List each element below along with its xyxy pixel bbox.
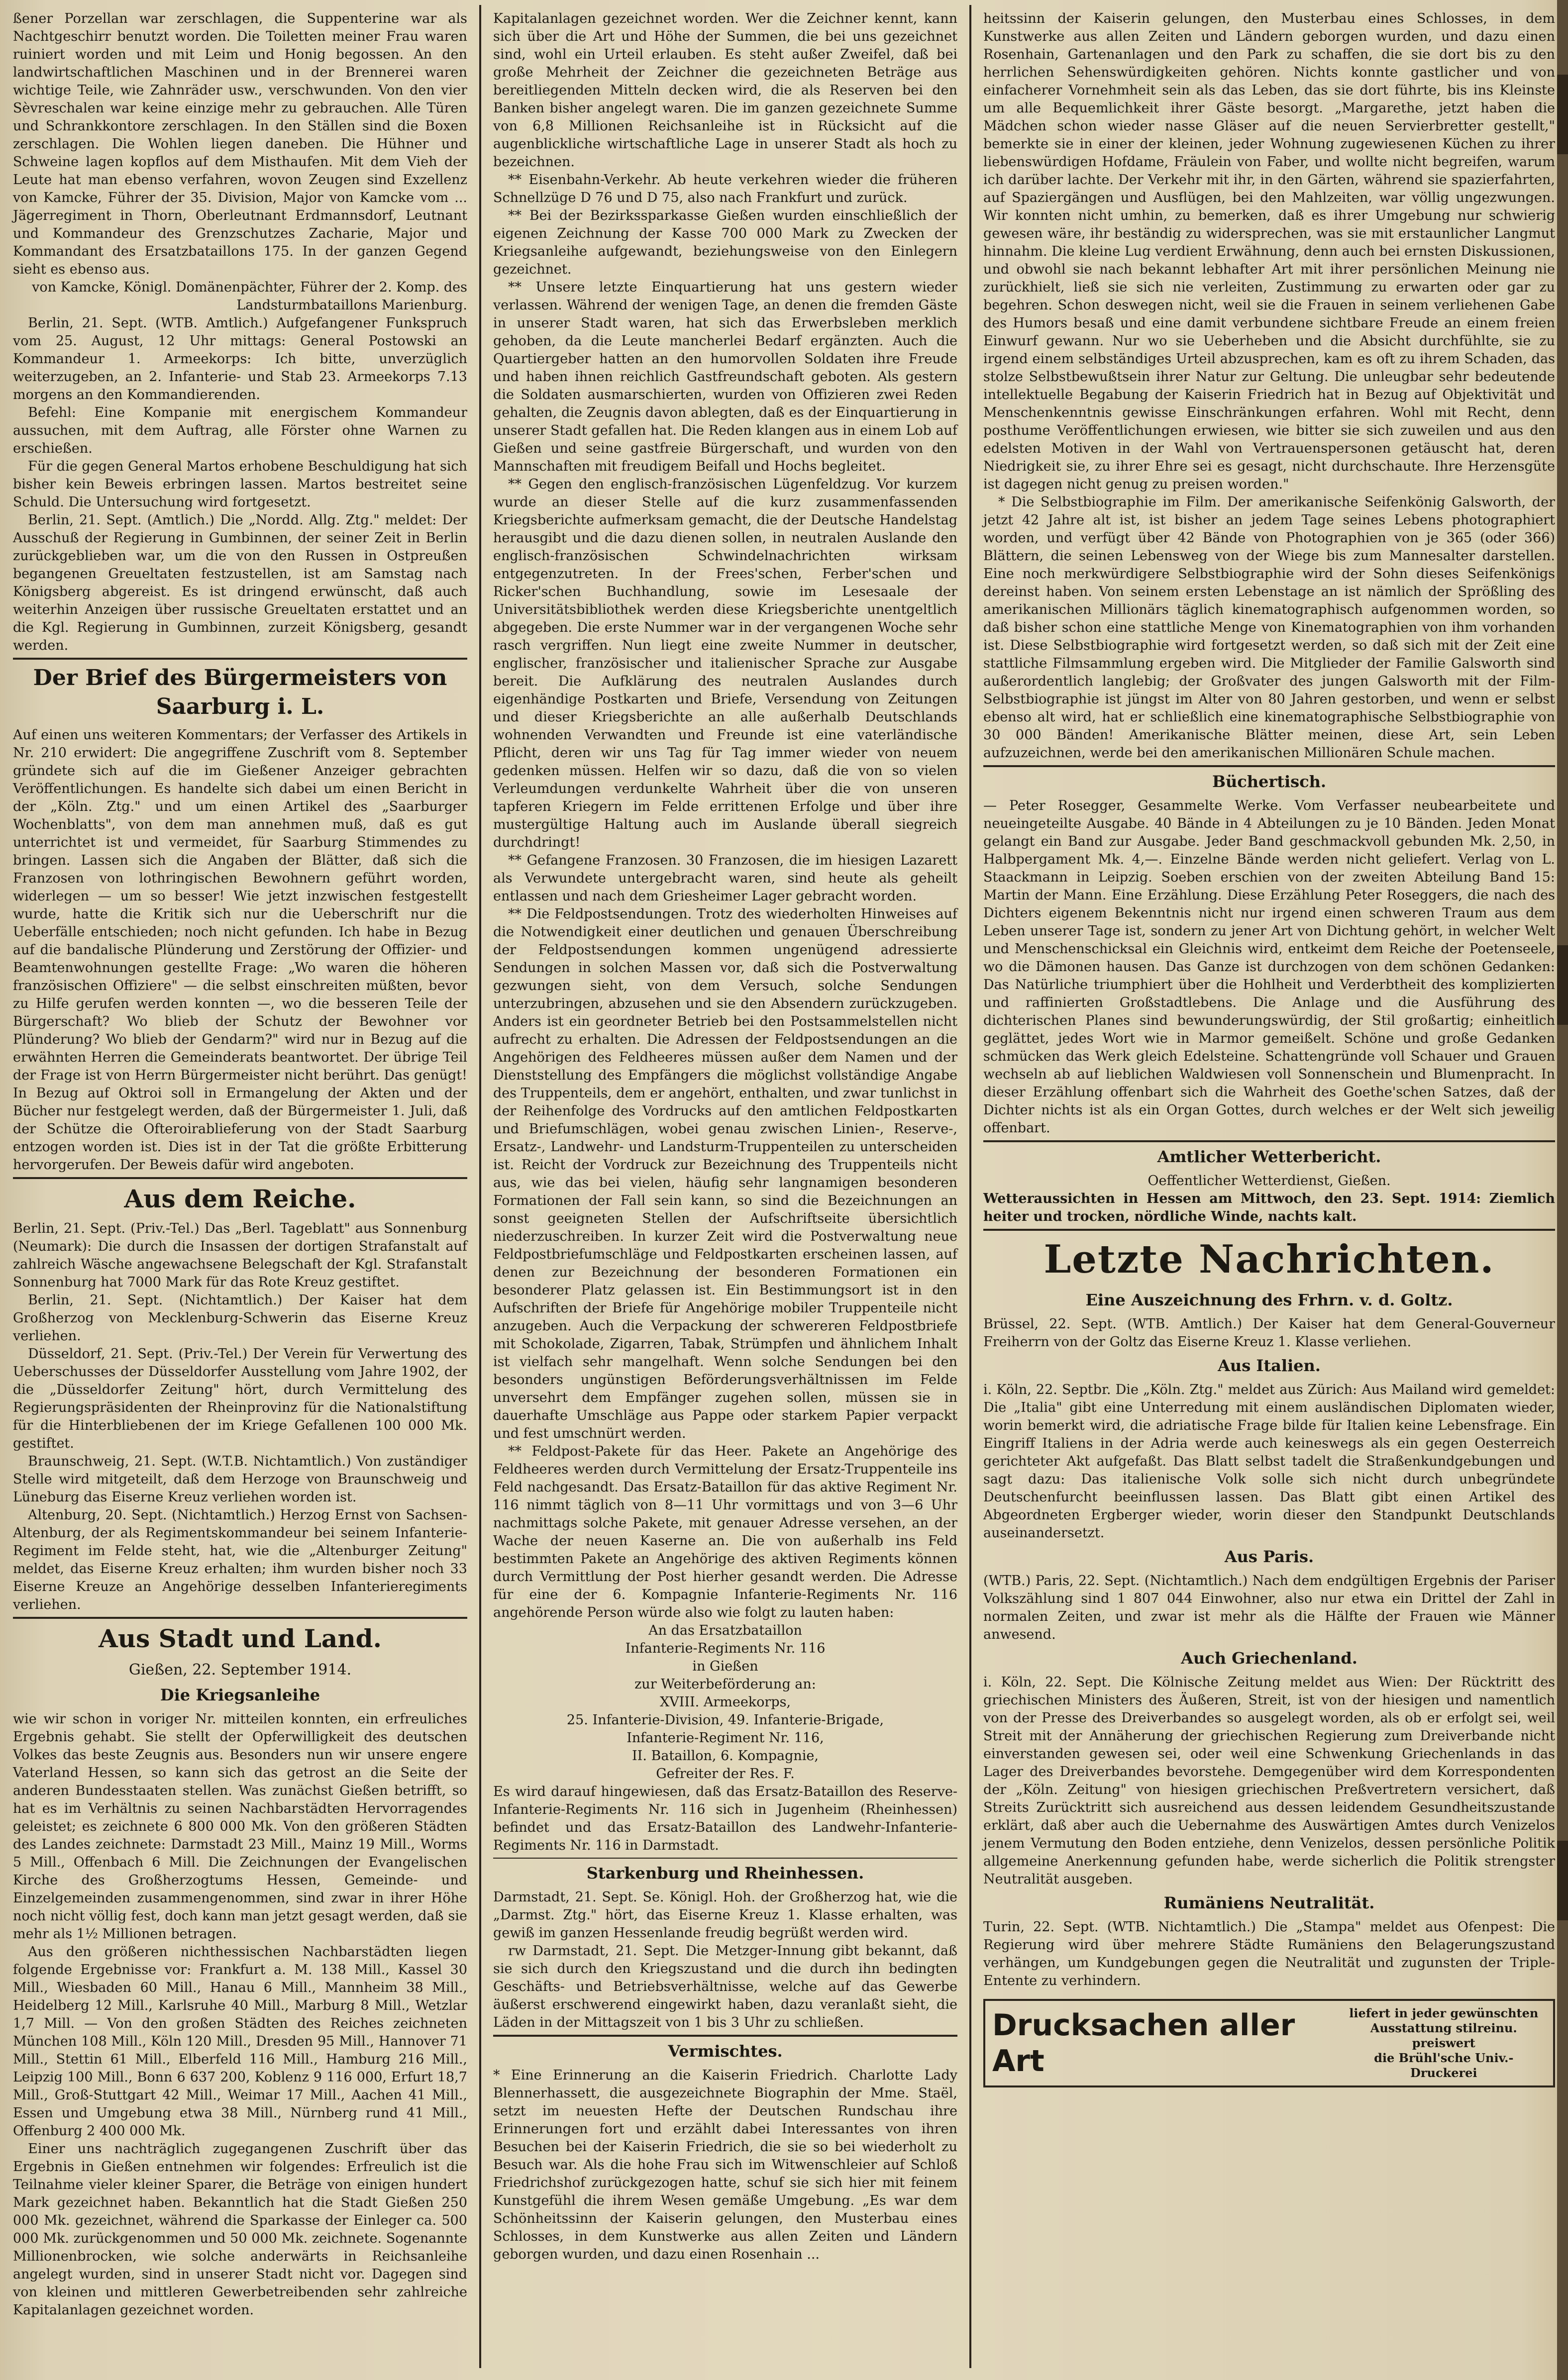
article-text: Oeffentlicher Wetterdienst, Gießen. <box>1148 1173 1391 1189</box>
address-line: An das Ersatzbataillon <box>648 1623 802 1638</box>
address-line: XVIII. Armeekorps, <box>659 1694 791 1710</box>
article-text: ** Gegen den englisch-französischen Lügenfeldzug. Vor kurzem wurde an dieser Stelle auf die kurz zusammenfassenden Kriegsberichte aufmerksam gemacht, die der Deutsche Handelstag herausgibt und die dazu dienen sollen, in neutralen Auslande den englisch-französischen Schwindelnachrichten wirksam entgegenzutreten. In der Frees'schen, Ferber'schen und Ricker'schen Buchhandlung, sowie im Lesesaale der Universitätsbibliothek werden diese Kriegsberichte unentgeltlich abgegeben. Die erste Nummer war in der vergangenen Woche sehr rasch vergriffen. Nun liegt eine zweite Nummer in deutscher, englischer, französischer und italienischer Sprache zur Ausgabe bereit. Die Aufklärung des neutralen Auslandes durch eigenhändige Postkarten und Briefe, Versendung von Zeitungen und dieser Kriegsberichte an alle außerhalb Deutschlands wohnenden Verwandten und Freunde ist eine vaterländische Pflicht, deren wir uns Tag für Tag immer wieder von neuem gedenken müssen. Helfen wir so dazu, daß die von so vielen Verleumdungen verdunkelte Wahrheit über die von unseren tapferen Kriegern im Felde errittenen Erfolge und über ihre mustergültige Haltung auch im Auslande überall siegreich durchdringt! <box>493 477 957 850</box>
article-text: Braunschweig, 21. Sept. (W.T.B. Nichtamtlich.) Von zuständiger Stelle wird mitgeteilt, daß dem Herzoge von Braunschweig und Lüneburg das Eiserne Kreuz verliehen worden ist. <box>13 1454 467 1505</box>
article-text: Befehl: Eine Kompanie mit energischem Kommandeur aussuchen, mit dem Auftrag, alle Förster ohne Warnen zu erschießen. <box>13 405 467 456</box>
article-text: Berlin, 21. Sept. (WTB. Amtlich.) Aufgefangener Funkspruch vom 25. August, 12 Uhr mittags: General Postowski an Kommandeur 1. Armeekorps: Ich bitte, unverzüglich weiterzugeben, an 2. Infanterie- und Stab 23. Armeekorps 7.13 morgens an den Kommandierenden. <box>13 315 467 402</box>
address-line: zur Weiterbeförderung an: <box>634 1677 816 1692</box>
section-heading: Der Brief des Bürgermeisters von Saarburg i. L. <box>33 665 447 719</box>
article-text: Turin, 22. Sept. (WTB. Nichtamtlich.) Die „Stampa" meldet aus Ofenpest: Die Regierung wird über mehrere Städte Rumäniens den Belagerungszustand verhängen, um Kundgebungen gegen die Neutralität und zugunsten der Triple-Entente zu verhindern. <box>983 1919 1555 1988</box>
section-heading: Starkenburg und Rheinhessen. <box>586 1864 864 1883</box>
article-text: Es wird darauf hingewiesen, daß das Ersatz-Bataillon des Reserve-Infanterie-Regiments Nr. 116 sich in Jugenheim (Rheinhessen) befindet und das Ersatz-Bataillon des Landwehr-Infanterie-Regiments Nr. 116 in Darmstadt. <box>493 1784 957 1853</box>
binding-tab <box>1557 75 1568 154</box>
section-heading: Vermischtes. <box>668 2042 783 2061</box>
article-text: * Die Selbstbiographie im Film. Der amerikanische Seifenkönig Galsworth, der jetzt 42 Jahre alt ist, ist bisher an jedem Tage seines Lebens photographiert worden, und verfügt über 42 Bände von Photographien von je 365 (oder 366) Blättern, die seinen Lebensweg von der Wiege bis zum Mannesalter darstellen. Eine noch merkwürdigere Selbstbiographie wird der Sohn dieses Seifenkönigs dereinst haben. Von seinem ersten Lebenstage an ist nämlich der Sprößling des amerikanischen Millionärs täglich kinematographisch aufgenommen worden, so daß bisher schon eine stattliche Menge von Kinematographien von ihm vorhanden ist. Diese Selbstbiographie wird fortgesetzt werden, so daß sich mit der Zeit eine stattliche Filmsammlung ergeben wird. Die Mitglieder der Familie Galsworth sind außerordentlich langlebig; der Großvater des jungen Galsworth mit der Film-Selbstbiographie ist jüngst im Alter von 80 Jahren gestorben, und wenn er selbst ebenso alt wird, hat er schließlich eine kinematographische Selbstbiographie von 30 000 Bänden! Amerikanische Blätter meinen, diese Art, sein Leben aufzuzeichnen, werde bei den amerikanischen Millionären Schule machen. <box>983 495 1555 761</box>
section-heading: Amtlicher Wetterbericht. <box>1157 1147 1381 1166</box>
dateline: Gießen, 22. September 1914. <box>128 1661 352 1679</box>
article-text: Düsseldorf, 21. Sept. (Priv.-Tel.) Der Verein für Verwertung des Ueberschusses der Düsseldorfer Ausstellung vom Jahre 1902, der die „Düsseldorfer Zeitung" hört, durch Vermittelung des Regierungspräsidenten der Rheinprovinz für die Nationalstiftung für die Hinterbliebenen der im Kriege Gefallenen 100 000 Mk. gestiftet. <box>13 1346 467 1451</box>
article-text: wie wir schon in voriger Nr. mitteilen konnten, ein erfreuliches Ergebnis gehabt. Sie stellt der Opferwilligkeit des deutschen Volkes das beste Zeugnis aus. Besonders nun wir unsere engere Vaterland Hessen, so kann sich das getrost an die Seite der anderen Bundesstaaten stellen. Was zunächst Gießen betrifft, so hat es im Verhältnis zu seinen Nachbarstädten Hervorragendes geleistet; es zeichnete 6 800 000 Mk. Von den größeren Städten des Landes zeichnete: Darmstadt 23 Mill., Mainz 19 Mill., Worms 5 Mill., Offenbach 6 Mill. Die Zeichnungen der Evangelischen Kirche des Großherzogtums Hessen, Gemeinde- und Einzelgemeinden zusammengenommen, sind zwar in ihrer Höhe noch nicht völlig fest, doch kann man jetzt gesagt werden, daß sie mehr als 1½ Millionen betragen. <box>13 1711 467 1942</box>
ad-text-line: Ausstattung stilreinu. preiswert <box>1370 2021 1517 2050</box>
section-heading: Büchertisch. <box>1212 772 1327 791</box>
ad-text-line: die Brühl'sche Univ.-Druckerei <box>1374 2051 1514 2080</box>
ad-text-line: liefert in jeder gewünschten <box>1349 2006 1539 2020</box>
section-rule <box>13 1617 467 1619</box>
ad-text-block <box>1342 2006 1546 2081</box>
address-line: 25. Infanterie-Division, 49. Infanterie-Brigade, <box>566 1712 884 1728</box>
column-right <box>970 0 1568 2380</box>
section-heading: Letzte Nachrichten. <box>1044 1237 1495 1282</box>
ad-title: Drucksachen aller Art <box>992 2008 1295 2079</box>
binding-tab <box>1557 945 1568 1025</box>
section-heading: Aus Stadt und Land. <box>98 1624 382 1653</box>
article-text: Berlin, 21. Sept. (Priv.-Tel.) Das „Berl. Tageblatt" aus Sonnenburg (Neumark): Die durch die Insassen der dortigen Strafanstalt auf zahlreich Wäsche angewachsene Belegschaft der Kgl. Strafanstalt Sonnenburg hat 7000 Mark für das Rote Kreuz gestiftet. <box>13 1221 467 1290</box>
section-heading: Aus dem Reiche. <box>124 1184 356 1213</box>
article-text: ** Bei der Bezirkssparkasse Gießen wurden einschließlich der eigenen Zeichnung der Kasse 700 000 Mark zu Zwecken der Kriegsanleihe aufgewandt, beziehungsweise von den Einlegern gezeichnet. <box>493 208 957 277</box>
section-rule <box>983 1140 1555 1142</box>
article-text: ** Feldpost-Pakete für das Heer. Pakete an Angehörige des Feldheeres werden durch Vermittelung der Ersatz-Truppenteile ins Feld nachgesandt. Das Ersatz-Bataillon für das aktive Regiment Nr. 116 nimmt täglich von 8—11 Uhr vormittags und von 3—6 Uhr nachmittags solche Pakete, mit genauer Adresse versehen, an der Wache der neuen Kaserne an. Die von außerhalb ins Feld bestimmten Pakete an Angehörige des aktiven Regiments können durch Vermittlung der Post hierher gesandt werden. Die Adresse für eine der 6. Kompagnie Infanterie-Regiments Nr. 116 angehörende Person würde also wie folgt zu lauten haben: <box>493 1444 957 1620</box>
article-text: i. Köln, 22. Septbr. Die „Köln. Ztg." meldet aus Zürich: Aus Mailand wird gemeldet: Die „Italia" gibt eine Unterredung mit einem ausländischen Diplomaten wieder, worin bemerkt wird, die adriatische Frage bilde für Italien keine Lebensfrage. Ein Eingriff Italiens in der Adria werde auch keineswegs als ein gegen Oesterreich gerichteter Akt aufgefaßt. Das Blatt selbst tadelt die Straßenkundgebungen und sagt dazu: Das italienische Volk solle sich nicht durch unbegründete Deutschenfurcht beeinflussen lassen. Das Blatt gibt einen Artikel des Abgeordneten Ergberger wieder, worin dieser den Standpunkt Deutschlands auseinandersetzt. <box>983 1382 1555 1541</box>
section-rule <box>983 765 1555 767</box>
article-heading: Rumäniens Neutralität. <box>1163 1893 1375 1912</box>
article-text: Aus den größeren nichthessischen Nachbarstädten liegen folgende Ergebnisse vor: Frankfurt a. M. 138 Mill., Kassel 30 Mill., Wiesbaden 60 Mill., Hanau 6 Mill., Mannheim 38 Mill., Heidelberg 12 Mill., Karlsruhe 40 Mill., Marburg 8 Mill., Wetzlar 1,7 Mill. — Von den großen Städten des Reiches zeichneten München 108 Mill., Köln 120 Mill., Dresden 95 Mill., Hannover 71 Mill., Stettin 61 Mill., Elberfeld 116 Mill., Hamburg 216 Mill., Leipzig 100 Mill., Bonn 6 637 200, Koblenz 9 116 000, Erfurt 18,7 Mill., Groß-Stuttgart 42 Mill., Weimar 17 Mill., Aachen 41 Mill., Essen und Umgebung etwa 38 Mill., Nürnberg rund 41 Mill., Offenburg 2 400 000 Mk. <box>13 1944 467 2139</box>
article-text: Für die gegen General Martos erhobene Beschuldigung hat sich bisher kein Beweis erbringen lassen. Martos bestreitet seine Schuld. Die Untersuchung wird fortgesetzt. <box>13 459 467 510</box>
article-text: * Eine Erinnerung an die Kaiserin Friedrich. Charlotte Lady Blennerhassett, die ausgezeichnete Biographin der Mme. Staël, setzt im neuesten Hefte der Deutschen Rundschau ihre Erinnerungen fort und erzählt dabei Interessantes von ihren Besuchen bei der Kaiserin Friedrich, die sie so bei wiederholt zu Besuch war. Als die hohe Frau sich im Witwenschleier auf Schloß Friedrichshof zurückgezogen hatte, schuf sie sich hier mit feinem Kunstgefühl die ihrem Wesen gemäße Umgebung. „Es war dem Schönheitssinn der Kaiserin gelungen, den Musterbau eines Schlosses, in dem Kunstwerke aus allen Zeiten und Ländern geborgen wurden, und dazu einen Rosenhain ... <box>493 2068 957 2262</box>
article-text: (WTB.) Paris, 22. Sept. (Nichtamtlich.) Nach dem endgültigen Ergebnis der Pariser Volkszählung sind 1 807 044 Einwohner, also nur etwa ein Drittel der Zahl in normalen Zeiten, und zwar ist mehr als die Hälfte der Frauen wie Männer anwesend. <box>983 1573 1555 1642</box>
section-rule <box>493 2035 957 2037</box>
address-line: Gefreiter der Res. F. <box>656 1766 795 1782</box>
advertisement <box>983 1999 1555 2087</box>
section-rule <box>13 1177 467 1179</box>
signature: von Kamcke, Königl. Domänenpächter, Führer der 2. Komp. des Landsturmbataillons Marienburg. <box>32 280 467 313</box>
article-text: ** Die Feldpostsendungen. Trotz des wiederholten Hinweises auf die Notwendigkeit einer deutlichen und genauen Überschreibung der Feldpostsendungen kommen ungenügend adressierte Sendungen in solchen Massen vor, daß sich die Postverwaltung gezwungen sieht, von dem Versuch, solche Sendungen unterzubringen, abzusehen und sie den Absendern zurückzugeben. Anders ist ein geordneter Betrieb bei den Postsammelstellen nicht aufrecht zu erhalten. Die Adressen der Feldpostsendungen an die Angehörigen des Feldheeres müssen außer dem Namen und der Dienststellung des Empfängers die möglichst vollständige Angabe des Truppenteils, dem er angehört, enthalten, und zwar tunlichst in der Reihenfolge des Vordrucks auf den amtlichen Feldpostkarten und Briefumschlägen, wobei genau zwischen Linien-, Reserve-, Ersatz-, Landwehr- und Landsturm-Truppenteilen zu unterscheiden ist. Reicht der Vordruck zur Bezeichnung des Truppenteils nicht aus, wie das bei vielen, häufig sehr langnamigen besonderen Formationen der Fall sein kann, so sind die Bezeichnungen an sonst geeigneten Stellen der Aufschriftseite übersichtlich niederzuschreiben. In kurzer Zeit wird die Postverwaltung neue Feldpostbriefumschläge und Feldpostkarten erscheinen lassen, auf denen zur Bezeichnung der besonderen Formationen ein besonderer Platz gelassen ist. Ein Bestimmungsort ist in den Aufschriften der Briefe für Angehörige mobiler Truppenteile nicht anzugeben. Auch die Verpackung der schwereren Feldpostbriefe mit Schokolade, Zigarren, Tabak, Strümpfen und ähnlichem Inhalt ist vielfach sehr mangelhaft. Wenn solche Sendungen bei den besonders ungünstigen Beförderungsverhältnissen im Felde unversehrt dem Empfänger zugehen sollen, müssen sie in dauerhafte Umschläge aus Pappe oder starkem Papier verpackt und fest umschnürt werden. <box>493 906 957 1441</box>
article-heading: Aus Italien. <box>1218 1356 1321 1375</box>
address-line: in Gießen <box>692 1659 758 1674</box>
article-text: ßener Porzellan war zerschlagen, die Suppenterine war als Nachtgeschirr benutzt worden. Die Toiletten meiner Frau waren ruiniert worden und mit Leim und Honig begossen. An den landwirtschaftlichen Maschinen und in der Brennerei waren wichtige Teile, wie Zahnräder usw., verschwunden. Von den vier Sèvreschalen war keine einzige mehr zu gebrauchen. Alle Türen und Schrankkontore zerschlagen. In den Ställen sind die Boxen zerschlagen. Die Wohlen liegen daneben. Die Hühner und Schweine lagen kopflos auf dem Misthaufen. Mit dem Vieh der Leute hat man ebenso verfahren, wovon Zeugen sind Exzellenz von Kamcke, Führer der 35. Division, Major von Kamcke vom ... Jägerregiment in Thorn, Oberleutnant Erdmannsdorf, Leutnant und Kommandeur des Grenzschutzes Zacharie, Major und Kommandant des Ersatzbataillons 175. In der ganzen Gegend sieht es ebenso aus. <box>13 11 467 277</box>
article-heading: Aus Paris. <box>1224 1547 1314 1566</box>
section-rule <box>493 1858 957 1859</box>
article-text: Einer uns nachträglich zugegangenen Zuschrift über das Ergebnis in Gießen entnehmen wir folgendes: Erfreulich ist die Teilnahme vieler kleiner Sparer, die Beträge von einigen hundert Mark gezeichnet haben. Bekanntlich hat die Stadt Gießen 250 000 Mk. gezeichnet, während die Sparkasse der Einleger ca. 500 000 Mk. zurückgenommen und 50 000 Mk. zeichnete. Sogenannte Millionenbrocken, wie solche anderwärts in Reichsanleihe angelegt wurden, sind in unserer Stadt nicht vor. Dagegen sind von kleinen und mittleren Gewerbetreibenden sehr zahlreiche Kapitalanlagen gezeichnet worden. <box>13 2141 467 2318</box>
article-text: ** Unsere letzte Einquartierung hat uns gestern wieder verlassen. Während der wenigen Tage, an denen die fremden Gäste in unserer Stadt waren, hat sich das Erwerbsleben merklich gehoben, da die Leute mancherlei Bedarf ergänzten. Auch die Quartiergeber hatten an den humorvollen Soldaten ihre Freude und haben ihnen reichlich Gastfreundschaft geboten. Als gestern die Soldaten ausmarschierten, wurden von Offizieren zwei Reden gehalten, die Zeugnis davon ablegten, daß es der Einquartierung in unserer Stadt gefallen hat. Die Reden klangen aus in einem Lob auf Gießen und seine gastfreie Bürgerschaft, und wurden von den Mannschaften mit freudigem Beifall und Hochs begleitet. <box>493 280 957 474</box>
article-text: ** Gefangene Franzosen. 30 Franzosen, die im hiesigen Lazarett als Verwundete untergebracht waren, sind heute als geheilt entlassen und nach dem Griesheimer Lager gebracht worden. <box>493 853 957 904</box>
address-line: II. Bataillon, 6. Kompagnie, <box>632 1748 819 1764</box>
article-text: Altenburg, 20. Sept. (Nichtamtlich.) Herzog Ernst von Sachsen-Altenburg, der als Regimentskommandeur bei seinem Infanterie-Regiment im Felde steht, hat, wie die „Altenburger Zeitung" meldet, das Eiserne Kreuz erhalten; ihm wurden bisher noch 33 Eiserne Kreuze an Angehörige desselben Infanterieregiments verliehen. <box>13 1507 467 1612</box>
article-text: Berlin, 21. Sept. (Nichtamtlich.) Der Kaiser hat dem Großherzog von Mecklenburg-Schwerin das Eiserne Kreuz verliehen. <box>13 1292 467 1344</box>
article-text: i. Köln, 22. Sept. Die Kölnische Zeitung meldet aus Wien: Der Rücktritt des griechischen Ministers des Äußeren, Streit, ist von der hiesigen und namentlich von der Presse des Dreiverbandes so ausgelegt worden, als ob er erfolgt sei, weil Streit mit der Annäherung der griechischen Regierung zum Dreiverbande nicht einverstanden gewesen sei, oder weil eine Schwenkung Griechenlands in das Lager des Dreiverbandes bevorstehe. Demgegenüber wird dem Korrespondenten der „Köln. Zeitung" von hiesigen griechischen Preßvertretern versichert, daß Streits Zurücktritt sich ausreichend aus dessen leidendem Gesundheitszustande erklärt, daß aber auch die Uebernahme des Auswärtigen Amtes durch Venizelos jenem Vermutung den Boden entziehe, denn Venizelos, dessen persönliche Politik allgemeine Anerkennung gefunden habe, werde sicherlich die Politik strengster Neutralität ausgeben. <box>983 1675 1555 1887</box>
article-heading: Eine Auszeichnung des Frhrn. v. d. Goltz. <box>1085 1290 1453 1309</box>
article-text: Berlin, 21. Sept. (Amtlich.) Die „Nordd. Allg. Ztg." meldet: Der Ausschuß der Regierung in Gumbinnen, der seiner Zeit in Berlin zurückgeblieben war, um die von den Russen in Ostpreußen begangenen Greueltaten festzustellen, ist am Samstag nach Königsberg abgereist. Es ist dringend erwünscht, daß auch weiterhin Anzeigen über russische Greueltaten erstattet und an die Kgl. Regierung in Gumbinnen, zurzeit Königsberg, gesandt werden. <box>13 512 467 653</box>
article-heading: Die Kriegsanleihe <box>160 1686 320 1704</box>
address-line: Infanterie-Regiments Nr. 116 <box>625 1641 826 1656</box>
binding-edge <box>1557 0 1568 2380</box>
article-text: heitssinn der Kaiserin gelungen, den Musterbau eines Schlosses, in dem Kunstwerke aus allen Zeiten und Ländern geborgen wurden, und dazu einen Rosenhain, Gartenanlagen und den Park zu schaffen, die sie dort bis zu den herrlichen Sehenswürdigkeiten gehören. Nichts konnte gastlicher und von einfacherer Vornehmheit sein als das Leben, das sie dort führte, bis ins Kleinste um alle Bequemlichkeit ihrer Gäste besorgt. „Margarethe, jetzt haben die Mädchen schon wieder nasse Gläser auf die neuen Servierbretter gestellt," bemerkte sie in einer der kleinen, jeder Wohnung zugewiesenen Küchen zu ihrer liebenswürdigen Hofdame, Fräulein von Faber, und wollte nicht begreifen, warum ich darüber lachte. Der Verkehr mit ihr, in den Gärten, während sie spazierfahrten, auf Spaziergängen und Ausflügen, bei den Mahlzeiten, war völlig ungezwungen. Wir konnten nicht umhin, zu bemerken, daß es ihrer Umgebung nur schwierig gewesen wäre, ihr beständig zu widersprechen, was sie mit erstaunlicher Langmut hinnahm. Die kleine Lug verdient Erwähnung, denn auch bei ernsten Diskussionen, und obwohl sie nach bekannt lebhafter Art mit ihrer persönlichen Meinung nie zurückhielt, ließ sie sich nie verleiten, Zustimmung zu erwarten oder gar zu begehren. Schon deswegen nicht, weil sie die Frauen in seinem verliehenen Gabe des Humors besaß und eine damit verbundene sichtbare Freude an einem freien Einwurf gewann. Nur wo sie Ueberheben und die Absicht durchfühlte, sie zu irgend einem selbständiges Urteil abzusprechen, kam es oft zu ihrem Schaden, das stolze Selbstbewußtsein ihrer Natur zur Geltung. Die unleugbar sehr bedeutende intellektuelle Begabung der Kaiserin Friedrich hat in Bezug auf Objektivität und Menschenkenntnis gewisse Einschränkungen erfahren. Wohl mit Recht, denn posthume Veröffentlichungen erwiesen, wie bitter sie sich zuweilen und aus den edelsten Motiven in der Wahl von Vertrauenspersonen getäuscht hat, deren Niedrigkeit sie, zu ihrer Ehre sei es gesagt, nicht durchschaute. Ihre Herzensgüte ist dagegen nicht genug zu preisen worden." <box>983 11 1555 492</box>
article-text: — Peter Rosegger, Gesammelte Werke. Vom Verfasser neubearbeitete und neueingeteilte Ausgabe. 40 Bände in 4 Abteilungen zu je 10 Bänden. Jeden Monat gelangt ein Band zur Ausgabe. Jeder Band geschmackvoll gebunden Mk. 2,50, in Halbpergament Mk. 4,—. Einzelne Bände werden nicht geliefert. Verlag von L. Staackmann in Leipzig. Soeben erschien von der zweiten Abteilung Band 15: Martin der Mann. Eine Erzählung. Diese Erzählung Peter Roseggers, die nach des Dichters eigenem Bekenntnis nicht nur irgend einen schweren Traum aus dem Leben unserer Tage ist, sondern zu jener Art von Dichtung gehört, in welcher Welt und Menschenschicksal ein Gleichnis wird, entkeimt dem Reiche der Poetenseele, wo die Dämonen hausen. Das Ganze ist durchzogen von dem schönen Gedanken: Das Natürliche triumphiert über die Hohlheit und Verderbtheit des komplizierten und raffinierten Großstadtlebens. Die Anlage und die Ausführung des dichterischen Planes sind bewunderungswürdig, der Stil großartig; einheitlich geglättet, jedes Wort wie in Marmor gemeißelt. Schöne und große Gedanken schmücken das Werk gleich Edelsteine. Schattengründe voll Schauer und Grauen wechseln ab auf lieblichen Waldwiesen voll Sonnenschein und Blumenpracht. In dieser Erzählung offenbart sich die Wahrheit des Goethe'schen Satzes, daß der Dichter nichts ist als ein Organ Gottes, durch welches er der Welt sich jeweilig offenbart. <box>983 798 1555 1136</box>
article-text: Darmstadt, 21. Sept. Se. Königl. Hoh. der Großherzog hat, wie die „Darmst. Ztg." hört, das Eiserne Kreuz 1. Klasse erhalten, was gewiß im ganzen Hessenlande freudig begrüßt werden wird. <box>493 1889 957 1941</box>
article-text: Brüssel, 22. Sept. (WTB. Amtlich.) Der Kaiser hat dem General-Gouverneur Freiherrn von der Goltz das Eiserne Kreuz 1. Klasse verliehen. <box>983 1316 1555 1350</box>
binding-tab <box>1557 1841 1568 1920</box>
article-text: rw Darmstadt, 21. Sept. Die Metzger-Innung gibt bekannt, daß sie sich durch den Kriegszustand und die durch ihn bedingten Geschäfts- und Betriebsverhältnisse, welche auf das Gewerbe äußerst erschwerend eingewirkt haben, dazu veranlaßt sieht, die Läden in der Mittagszeit von 1 bis 3 Uhr zu schließen. <box>493 1943 957 2030</box>
column-left <box>0 0 480 2380</box>
weather-forecast: Wetteraussichten in Hessen am Mittwoch, den 23. Sept. 1914: Ziemlich heiter und trocken, nördliche Winde, nachts kalt. <box>983 1191 1555 1224</box>
article-heading: Auch Griechenland. <box>1181 1649 1358 1668</box>
article-text: Kapitalanlagen gezeichnet worden. Wer die Zeichner kennt, kann sich über die Art und Höhe der Summen, die bei uns gezeichnet sind, wohl ein Urteil erlauben. Es steht außer Zweifel, daß bei große Mehrheit der Zeichner die gezeichneten Beträge aus bereitliegenden Mitteln decken wird, die als Reserven bei den Banken bisher angelegt waren. Die im ganzen gezeichnete Summe von 6,8 Millionen Reichsanleihe ist in Rücksicht auf die augenblickliche wirtschaftliche Lage in unserer Stadt als hoch zu bezeichnen. <box>493 11 957 170</box>
column-middle <box>480 0 970 2380</box>
article-text: ** Eisenbahn-Verkehr. Ab heute verkehren wieder die früheren Schnellzüge D 76 und D 75, also nach Frankfurt und zurück. <box>493 172 957 205</box>
section-rule <box>13 658 467 660</box>
section-rule <box>983 1229 1555 1231</box>
article-text: Auf einen uns weiteren Kommentars; der Verfasser des Artikels in Nr. 210 erwidert: Die angegriffene Zuschrift vom 8. September gründete sich auf die im Gießener Anzeiger gebrachten Veröffentlichungen. Es handelte sich dabei um einen Bericht in der „Köln. Ztg." und um einen Artikel des „Saarburger Wochenblatts", von dem man annehmen muß, daß es gut unterrichtet ist und vermeidet, für Saarburg Stimmendes zu bringen. Lassen sich die Angaben der Blätter, daß sich die Franzosen von lothringischen Bewohnern geführt worden, widerlegen — um so besser! Wie jetzt inzwischen festgestellt wurde, hatte die Kritik sich nur die Ueberschrift nur die Ueberfälle entschieden; noch nicht gefunden. Ich habe in Bezug auf die bandalische Plünderung und Zerstörung der Offizier- und Beamtenwohnungen gestellte Frage: „Wo waren die höheren französischen Offiziere" — die selbst einschreiten müßten, bevor zu Hilfe gerufen werden konnten —, wo die besseren Teile der Bürgerschaft? Wo blieb der Schutz der Bewohner vor Plünderung? Wo blieb der Gendarm?" wird nur in Bezug auf die erwähnten Herren die Gemeinderats beantwortet. Der übrige Teil der Frage ist von Herrn Bürgermeister nicht berührt. Das genügt! In Bezug auf Oktroi soll in Ermangelung der Akten und der Bücher nur festgelegt werden, daß der Bürgermeister 1. Juli, daß der Schütze die Ofteroirablieferung von der Stadt Saarburg entzogen worden ist. Dies ist in der Tat die größte Erbitterung hervorgerufen. Der Beweis dafür wird angeboten. <box>13 727 467 1173</box>
address-line: Infanterie-Regiment Nr. 116, <box>627 1730 824 1746</box>
